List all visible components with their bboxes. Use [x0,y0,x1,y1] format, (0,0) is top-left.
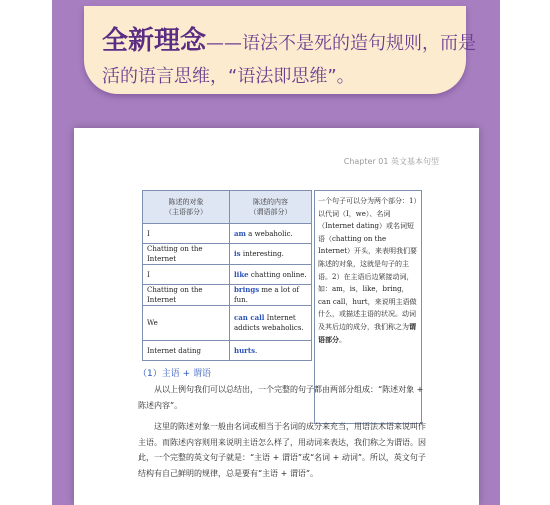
headline-line-1 [102,20,476,57]
headline-banner [84,6,477,94]
subject-cell: Chatting on the Internet [143,285,230,306]
table-row [143,224,312,244]
subject-cell: Internet dating [143,341,230,361]
table-row [143,285,312,306]
predicate-cell: brings me a lot of fun. [230,285,312,306]
table-row [143,244,312,265]
verb-text: brings [234,285,260,294]
sentence-table [142,190,312,361]
verb-text: like [234,269,249,279]
body-paragraph-1: 从以上例句我们可以总结出，一个完整的句子都由两部分组成：“陈述对象 + 陈述内容”。 [138,385,424,410]
verb-text: hurts [234,345,256,355]
body-paragraph-2: 这里的陈述对象一般由名词或相当于名词的成分来充当，用语法术语来说叫作主语。而陈述内容则用来说明主语怎么样了，用动词来表达，我们称之为谓语。因此，一个完整的英文句子就是：“主语 + 谓语”或“名词 + 动词”。所以，英文句子结构有自己鲜明的规律，总是要有“主语 + 谓语”。 [138,422,426,478]
subject-cell: Chatting on the Internet [143,244,230,265]
header-predicate: 陈述的内容 （谓语部分） [230,191,312,224]
table-row [143,306,312,341]
side-note-end: 。 [339,335,346,344]
predicate-cell: can call Internet addicts webaholics. [230,306,312,341]
book-page [74,128,479,505]
side-note-text: 一个句子可以分为两个部分：1）以代词（I，we）、名词（Internet dating）或名词短语（chatting on the Internet）开头，来表明我们要陈述的对象，这就是句子的主语。2）在主语后边紧接动词，如：am，is，like，bring，can call，hurt，来说明主语做什么，或描述主语的状况。动词及其后边的成分，我们称之为 [318,197,418,331]
chapter-header: Chapter 01 英文基本句型 [343,157,439,166]
table-row [143,341,312,361]
verb-text: am [234,228,246,238]
subject-cell: We [143,306,230,341]
side-note-bold-term: 谓语部分 [318,321,416,344]
predicate-cell: is interesting. [230,244,312,265]
verb-text: is [234,249,241,258]
headline-line-1-rest: ——语法不是死的造句规则，而是 [206,33,477,54]
section-heading: （1）主语 + 谓语 [138,369,211,379]
table-header-row [143,191,312,224]
header-subject: 陈述的对象 （主语部分） [143,191,230,224]
table-row [143,265,312,285]
subject-cell: I [143,224,230,244]
headline-title: 全新理念 [102,26,207,56]
verb-text: can call [234,313,265,322]
subject-cell: I [143,265,230,285]
predicate-cell: hurts. [230,341,312,361]
headline-line-2: 活的语言思维，“语法即思维”。 [102,66,355,87]
predicate-cell: am a webaholic. [230,224,312,244]
predicate-cell: like chatting online. [230,265,312,285]
